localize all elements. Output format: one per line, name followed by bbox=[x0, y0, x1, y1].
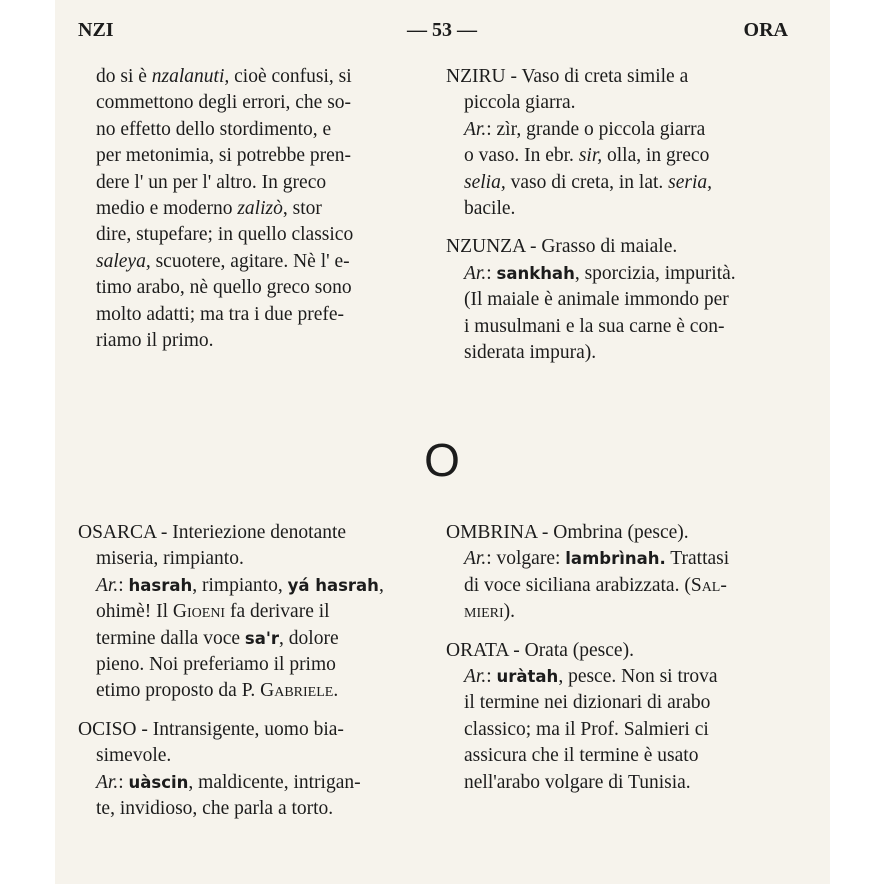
bottom-right-column bbox=[446, 520, 786, 808]
text-line: no effetto dello stordimento, e bbox=[96, 118, 332, 140]
entry-osarca bbox=[78, 520, 418, 705]
text-line: selia, vaso di creta, in lat. seria, bbox=[464, 171, 713, 193]
text-line: il termine nei dizionari di arabo bbox=[464, 692, 711, 714]
text-line: etimo proposto da P. Gabriele. bbox=[96, 680, 339, 702]
running-head-left: NZI bbox=[78, 19, 114, 41]
entry-head: NZIRU - Vaso di creta simile a bbox=[446, 66, 689, 87]
text-line: per metonimia, si potrebbe pren- bbox=[96, 145, 352, 167]
text-line: mieri). bbox=[464, 601, 516, 623]
entry-head: OMBRINA - Ombrina (pesce). bbox=[446, 522, 689, 543]
text-line: classico; ma il Prof. Salmieri ci bbox=[464, 718, 709, 740]
text-line: siderata impura). bbox=[464, 342, 597, 364]
text-line: ohimè! Il Gioeni fa derivare il bbox=[96, 601, 330, 623]
text-line: riamo il primo. bbox=[96, 330, 214, 352]
text-line: dere l' un per l' altro. In greco bbox=[96, 171, 327, 193]
text-line: Ar.: uàscin, maldicente, intrigan- bbox=[96, 771, 361, 793]
text-line: Ar.: zìr, grande o piccola giarra bbox=[464, 118, 706, 140]
text-line: molto adatti; ma tra i due prefe- bbox=[96, 303, 344, 325]
entry-head: OCISO - Intransigente, uomo bia- bbox=[78, 718, 344, 740]
text-line: Ar.: hasrah, rimpianto, yá hasrah, bbox=[96, 574, 384, 596]
page-number: — 53 — bbox=[407, 19, 477, 41]
bottom-left-column bbox=[78, 520, 418, 834]
entry-ombrina bbox=[446, 520, 786, 626]
text-line: termine dalla voce sa'r, dolore bbox=[96, 627, 339, 649]
text-line: piccola giarra. bbox=[464, 92, 576, 114]
entry-head: NZUNZA - Grasso di maiale. bbox=[446, 236, 678, 258]
text-line: commettono degli errori, che so- bbox=[96, 92, 352, 114]
text-line: i musulmani e la sua carne è con- bbox=[464, 315, 725, 337]
entry-orata bbox=[446, 638, 786, 796]
text-line: dire, stupefare; in quello classico bbox=[96, 224, 354, 246]
text-line: saleya, scuotere, agitare. Nè l' e- bbox=[96, 250, 350, 272]
text-line: (Il maiale è animale immondo per bbox=[464, 289, 729, 311]
text-line: Ar.: sankhah, sporcizia, impurità. bbox=[464, 262, 736, 284]
text-line: do si è nzalanuti, cioè confusi, si bbox=[96, 66, 352, 87]
text-line: bacile. bbox=[464, 198, 516, 220]
top-right-column bbox=[446, 64, 786, 378]
entry-head: ORATA - Orata (pesce). bbox=[446, 639, 634, 661]
section-letter: O bbox=[424, 434, 460, 486]
text-line: assicura che il termine è usato bbox=[464, 745, 699, 767]
text-line: o vaso. In ebr. sir, olla, in greco bbox=[464, 145, 710, 167]
text-line: te, invidioso, che parla a torto. bbox=[96, 798, 334, 820]
text-line: medio e moderno zalizò, stor bbox=[96, 198, 322, 220]
text-line: timo arabo, nè quello greco sono bbox=[96, 277, 352, 299]
entry-ociso bbox=[78, 717, 418, 823]
running-head-right: ORA bbox=[743, 19, 788, 41]
text-line: nell'arabo volgare di Tunisia. bbox=[464, 771, 691, 793]
entry-head: OSARCA - Interiezione denotante bbox=[78, 522, 347, 543]
text-line: miseria, rimpianto. bbox=[96, 548, 244, 570]
text-line: simevole. bbox=[96, 745, 172, 767]
text-line: Ar.: volgare: lambrìnah. Trattasi bbox=[464, 548, 730, 570]
top-left-column bbox=[78, 64, 418, 354]
entry-nzunza bbox=[446, 234, 786, 366]
text-line: di voce siciliana arabizzata. (Sal- bbox=[464, 574, 727, 596]
text-line: pieno. Noi preferiamo il primo bbox=[96, 654, 336, 676]
text-line: Ar.: uràtah, pesce. Non si trova bbox=[464, 666, 718, 688]
entry-nziru bbox=[446, 64, 786, 222]
